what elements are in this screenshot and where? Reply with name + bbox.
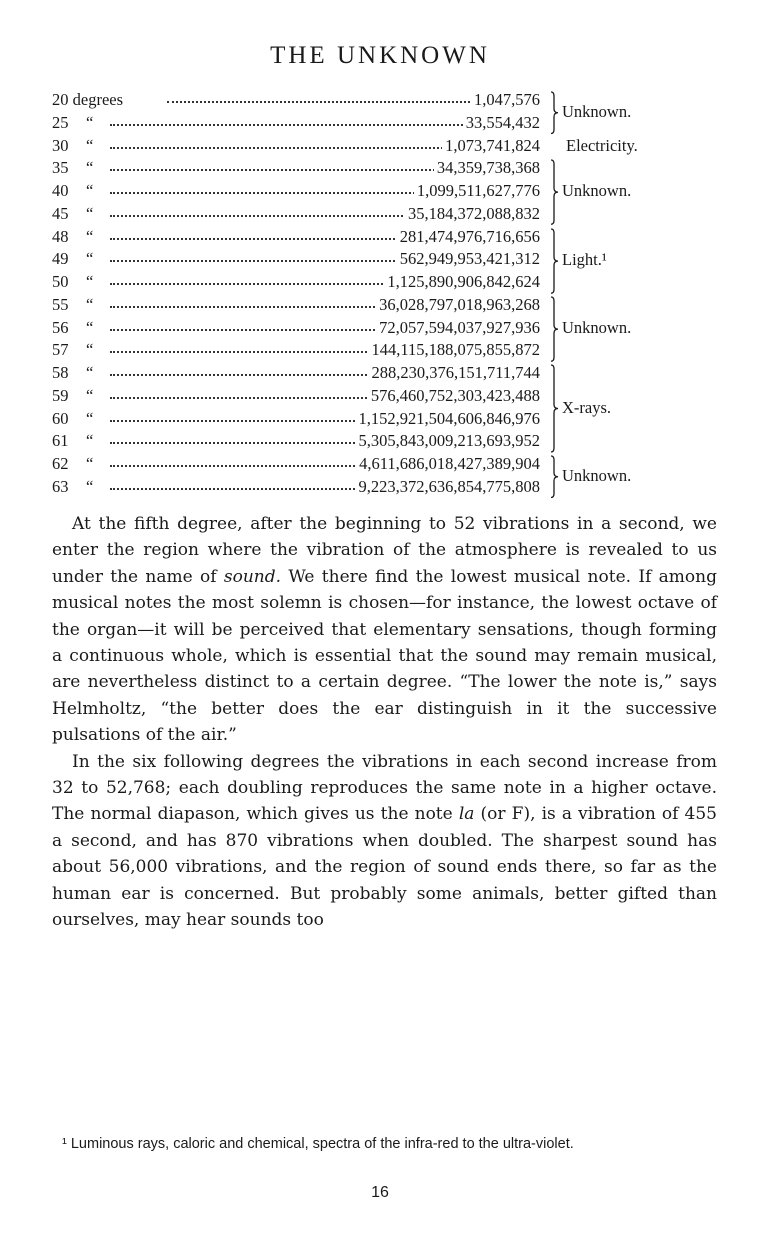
paragraph-octaves: In the six following degrees the vibrations in each second increase from 32 to 52,768; each doubling reproduces the same note in a higher octave. The normal diapason, which gives us the note la (or F), is a vibration of 455 a second, and has 870 vibrations when doubled. The sharpest sound has about 56,000 vibrations, and the region of sound ends there, so far as the human ear is concerned. But probably some animals, better gifted than ourselves, may hear sounds too [52,751,717,931]
ditto-mark: “ [86,317,94,337]
table-row [52,431,712,454]
table-row [52,295,712,318]
degree-label: 58 [52,363,69,382]
group-label: X-rays. [562,397,612,417]
table-row [52,272,712,295]
degree-label: 25 [52,112,69,132]
vibration-count: 144,115,188,075,855,872 [368,340,540,360]
ditto-mark: “ [86,431,94,451]
table-row [52,158,712,181]
group-label: Unknown. [562,317,632,337]
ditto-mark: “ [86,454,94,473]
degree-label: 56 [52,317,69,337]
vibration-count: 9,223,372,636,854,775,808 [356,477,541,497]
degree-label: 55 [52,294,69,314]
table-row [52,340,712,363]
brace-icon [550,91,560,135]
degree-label: 59 [52,385,69,405]
ditto-mark: “ [86,340,94,360]
dot-leader [110,123,522,126]
degree-label: 57 [52,340,69,360]
ditto-mark: “ [86,203,94,223]
degree-label: 63 [52,476,69,496]
degree-label: 49 [52,249,69,269]
paragraph-sound: At the fifth degree, after the beginning to 52 vibrations in a second, we enter the region where the vibration of the atmosphere is revealed to us under the name of sound. We there find the lowest musical note. If among musical notes the most solemn is chosen—for instance, the lowest octave of the organ—it will be perceived that elementary sensations, though forming a continuous whole, which is essential that the sound may remain musical, are nevertheless distinct to a certain degree. “The lower the note is,” says Helmholtz, “the better does the ear distinguish in it the successive pulsations of the air.” [52,514,717,746]
degree-label: 50 [52,272,69,291]
degree-label: 62 [52,454,69,473]
table-row [52,204,712,227]
vibration-count: 1,152,921,504,606,846,976 [356,409,541,429]
running-title: THE UNKNOWN [270,42,490,69]
table-row [52,249,712,272]
page-number: 16 [371,1184,389,1201]
ditto-mark: “ [86,135,94,155]
brace-icon [550,159,560,225]
degree-label: 20 degrees [52,90,124,109]
ditto-mark: “ [86,476,94,496]
vibration-count: 1,099,511,627,776 [414,181,540,201]
table-row [52,409,712,432]
ditto-mark: “ [86,181,94,200]
table-row [52,363,712,386]
vibration-count: 34,359,738,368 [434,158,540,178]
dot-leader [167,100,522,103]
ditto-mark: “ [86,294,94,314]
vibration-count: 1,073,741,824 [442,136,540,156]
ditto-mark: “ [86,226,94,246]
ditto-mark: “ [86,408,94,428]
degree-label: 35 [52,158,69,178]
degree-label: 40 [52,181,69,200]
table-row [52,386,712,409]
vibration-count: 33,554,432 [463,113,540,133]
vibration-count: 72,057,594,037,927,936 [376,318,540,338]
ditto-mark: “ [86,158,94,178]
vibration-count: 5,305,843,009,213,693,952 [356,431,541,451]
degree-label: 48 [52,226,69,246]
footnote: ¹ Luminous rays, caloric and chemical, spectra of the infra-red to the ultra-violet. [62,1136,574,1152]
ditto-mark: “ [86,363,94,382]
vibration-count: 562,949,953,421,312 [397,249,540,269]
group-label: Electricity. [566,135,638,155]
ditto-mark: “ [86,112,94,132]
vibration-count: 35,184,372,088,832 [405,204,540,224]
degree-label: 60 [52,408,69,428]
vibration-count: 1,125,890,906,842,624 [384,272,540,292]
ditto-mark: “ [86,385,94,405]
degree-label: 61 [52,431,69,451]
brace-icon [550,228,560,294]
brace-icon [550,455,560,499]
ditto-mark: “ [86,249,94,269]
vibration-table [52,90,712,500]
group-label: Unknown. [562,101,632,121]
degree-label: 45 [52,203,69,223]
vibration-count: 576,460,752,303,423,488 [368,386,540,406]
group-label: Unknown. [562,181,632,201]
table-row [52,227,712,250]
vibration-count: 281,474,976,716,656 [397,227,540,247]
brace-icon [550,364,560,453]
brace-icon [550,296,560,362]
vibration-count: 1,047,576 [471,90,540,110]
vibration-count: 4,611,686,018,427,389,904 [356,454,540,474]
body-text [52,511,717,934]
degree-label: 30 [52,135,69,155]
group-label: Light.¹ [562,249,607,269]
vibration-count: 36,028,797,018,963,268 [376,295,540,315]
ditto-mark: “ [86,272,94,291]
group-label: Unknown. [562,465,632,485]
vibration-count: 288,230,376,151,711,744 [368,363,540,383]
